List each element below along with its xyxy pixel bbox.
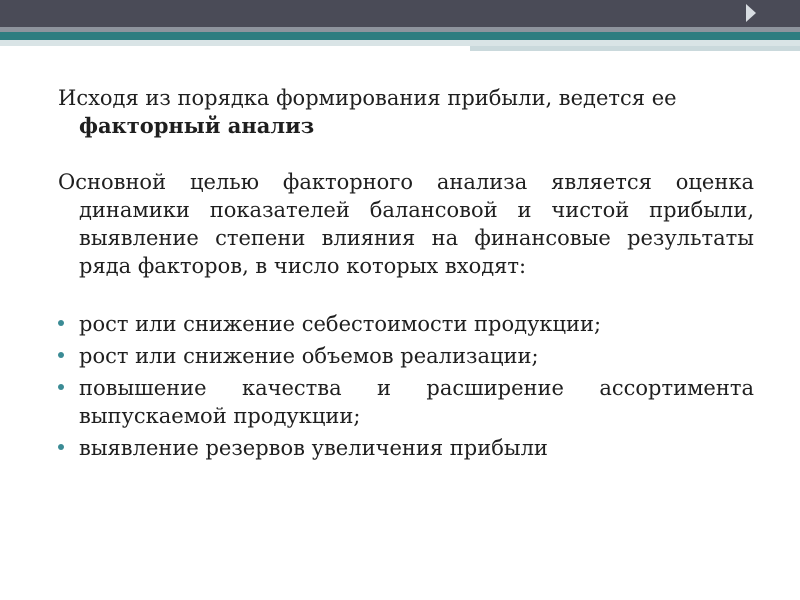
list-item: рост или снижение объемов реализации;	[58, 342, 754, 370]
bullet-icon	[58, 444, 64, 450]
list-item: повышение качества и расширение ассортимента выпускаемой продукции;	[58, 374, 754, 430]
intro-line: Исходя из порядка формирования прибыли, ведется ее	[58, 86, 677, 110]
header-bar-light-short	[470, 46, 800, 51]
header-bar-dark	[0, 0, 800, 27]
header-bar-teal	[0, 32, 800, 40]
list-item: выявление резервов увеличения прибыли	[58, 434, 754, 462]
bullet-icon	[58, 320, 64, 326]
next-slide-arrow-icon[interactable]	[746, 4, 756, 22]
intro-bold-term: факторный анализ	[79, 113, 315, 138]
bullet-icon	[58, 384, 64, 390]
slide-content	[58, 84, 754, 466]
list-item: рост или снижение себестоимости продукции;	[58, 310, 754, 338]
header-decoration	[0, 0, 800, 56]
intro-paragraph	[58, 84, 754, 140]
factor-list	[58, 310, 754, 462]
bullet-icon	[58, 352, 64, 358]
goal-paragraph: Основной целью факторного анализа является оценка динамики показателей балансовой и чистой прибыли, выявление степени влияния на финансовые результаты ряда факторов, в число которых входят:	[58, 170, 754, 278]
